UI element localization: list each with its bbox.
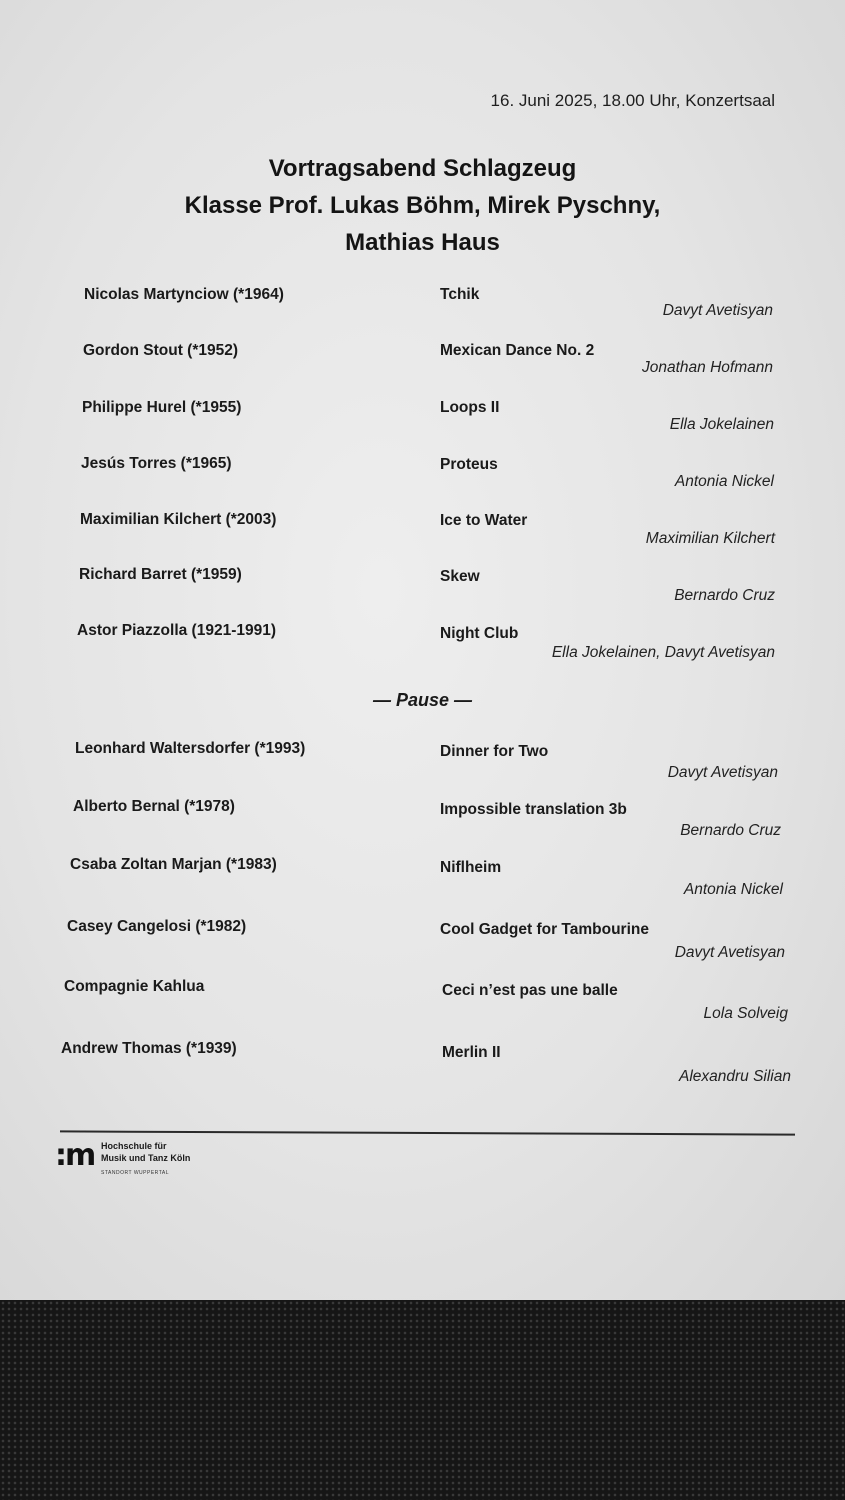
performer: Antonia Nickel (683, 881, 783, 898)
composer: Compagnie Kahlua (64, 978, 205, 995)
program-row (0, 286, 845, 336)
composer: Casey Cangelosi (*1982) (67, 918, 247, 935)
performer: Jonathan Hofmann (642, 359, 773, 376)
program-row (0, 511, 845, 561)
performer: Bernardo Cruz (674, 587, 775, 604)
program-row (0, 342, 845, 392)
performer: Bernardo Cruz (680, 822, 781, 839)
title-line-2: Klasse Prof. Lukas Böhm, Mirek Pyschny, (184, 192, 661, 219)
composer: Jesús Torres (*1965) (81, 455, 232, 472)
piece-title: Cool Gadget for Tambourine (440, 921, 649, 938)
program-row (0, 978, 845, 1028)
piece-title: Mexican Dance No. 2 (440, 342, 595, 359)
composer: Maximilian Kilchert (*2003) (80, 511, 277, 528)
performer: Ella Jokelainen (669, 416, 774, 433)
title-line-1: Vortragsabend Schlagzeug (268, 155, 577, 182)
performer: Davyt Avetisyan (667, 764, 778, 781)
pause-label: — Pause — (372, 690, 473, 710)
composer: Andrew Thomas (*1939) (61, 1040, 237, 1057)
piece-title: Impossible translation 3b (440, 801, 627, 818)
title-line-3: Mathias Haus (345, 229, 500, 256)
footer-divider (60, 1130, 795, 1135)
logo-line-2: Musik und Tanz Köln (101, 1153, 191, 1163)
performer: Lola Solveig (703, 1005, 788, 1022)
performer: Ella Jokelainen, Davyt Avetisyan (551, 644, 775, 661)
program-row (0, 455, 845, 505)
piece-title: Tchik (440, 286, 480, 303)
performer: Davyt Avetisyan (662, 302, 773, 319)
piece-title: Loops II (440, 399, 500, 416)
program-row (0, 798, 845, 848)
piece-title: Dinner for Two (440, 743, 549, 760)
logo-text (101, 1140, 190, 1164)
composer: Csaba Zoltan Marjan (*1983) (70, 856, 277, 873)
performer: Davyt Avetisyan (674, 944, 785, 961)
program-row (0, 856, 845, 906)
performer: Antonia Nickel (674, 473, 774, 490)
logo-subtitle: STANDORT WUPPERTAL (101, 1170, 169, 1176)
fabric-background (0, 1300, 845, 1500)
composer: Philippe Hurel (*1955) (82, 399, 242, 416)
piece-title: Niflheim (440, 859, 502, 876)
composer: Astor Piazzolla (1921-1991) (77, 622, 277, 639)
program-row (0, 918, 845, 968)
logo-line-1: Hochschule für (101, 1141, 167, 1151)
program-row (0, 1040, 845, 1090)
program-row (0, 566, 845, 616)
piece-title: Night Club (440, 625, 519, 642)
piece-title: Ice to Water (440, 512, 528, 529)
composer: Richard Barret (*1959) (79, 566, 242, 583)
program-row (0, 622, 845, 672)
composer: Nicolas Martynciow (*1964) (84, 286, 284, 303)
composer: Gordon Stout (*1952) (83, 342, 239, 359)
logo-mark-icon: :m (55, 1138, 95, 1173)
piece-title: Merlin II (442, 1044, 501, 1061)
page-title (0, 150, 845, 261)
piece-title: Skew (440, 568, 480, 585)
piece-title: Proteus (440, 456, 498, 473)
piece-title: Ceci n’est pas une balle (442, 982, 618, 999)
composer: Leonhard Waltersdorfer (*1993) (75, 740, 306, 757)
program-row (0, 740, 845, 790)
date-line: 16. Juni 2025, 18.00 Uhr, Konzertsaal (490, 91, 775, 110)
performer: Alexandru Silian (678, 1068, 791, 1085)
composer: Alberto Bernal (*1978) (73, 798, 235, 815)
program-row (0, 399, 845, 449)
performer: Maximilian Kilchert (645, 530, 775, 547)
